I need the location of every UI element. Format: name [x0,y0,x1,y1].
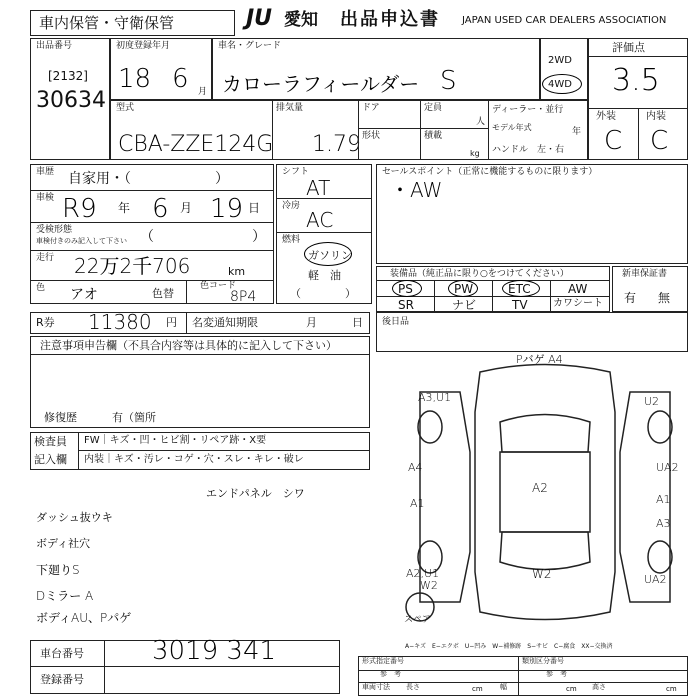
acceptance-value: （ ） [140,229,266,245]
cooling-label: 冷房 [282,201,301,211]
association-name: JAPAN USED CAR DEALERS ASSOCIATION [462,15,667,26]
inspection-day: 19 [210,194,244,224]
footer-dim-label: 車両寸法 [362,683,390,691]
org-logo-text: JU [246,6,273,31]
warranty-yes: 有 [624,291,637,305]
diag-label-1: Pバゲ A4 [516,353,563,366]
equipment-label: 装備品（純正品に限り○をつけてください） [390,269,569,279]
recycle-label: R券 [36,316,55,329]
eval-score: 3.5 [612,63,660,98]
fuel-gasoline-circle [304,242,352,266]
diag-legend: A−キズ E−エクボ U−凹み W−補修跡 S−サビ C−腐食 XX−交換済 [405,643,613,650]
car-name-value: カローラフィールダー [222,72,420,96]
acceptance-label: 受検形態 [36,225,73,235]
recycle-value: 11380 [88,310,152,334]
fuel-other: （ ） [290,287,356,300]
recycle-unit: 円 [166,316,177,329]
lot-label: 出品番号 [36,41,73,51]
capacity-unit: 人 [476,117,486,127]
cooling-value: AC [306,208,334,232]
reg-label: 初度登録年月 [116,41,171,51]
inspector-record-label: 記入欄 [34,453,67,466]
history-label: 車歴 [36,167,55,177]
mileage-unit: km [228,265,246,278]
shift-value: AT [306,176,331,200]
eval-interior-label: 内装 [646,111,666,122]
inspection-month: 6 [152,194,169,224]
footer-width-label: 幅 [500,683,507,691]
diag-label-3: U2 [644,395,660,408]
warranty-no: 無 [658,291,671,305]
inspector-fw-line: FW｜キズ・凹・ヒビ割・リペア跡・X要 [84,435,267,446]
later-box [376,312,688,352]
load-label: 積載 [424,131,443,141]
color-change-label: 色替 [152,287,174,300]
storage-note-box [30,10,235,36]
color-code: 8P4 [230,289,257,305]
mileage-label: 走行 [36,253,55,263]
model-year-unit: 年 [572,127,582,137]
form-title: 出品申込書 [340,9,440,30]
reg-month: 6 [172,64,189,94]
door-label: ドア [362,103,380,113]
equip-pw-circle [448,280,478,297]
load-unit: kg [470,149,480,158]
recycle-month-unit: 月 [306,316,317,329]
inspection-label: 車検 [36,193,55,203]
inspection-year: R9 [62,194,97,224]
equip-ps: PS [398,282,413,296]
diag-label-5: UA2 [656,461,679,474]
fuel-gasoline: ガソリン [308,249,352,262]
repair-label: 修復歴 [44,411,77,424]
lot-number: 30634 [36,88,106,113]
equip-navi: ナビ [452,298,477,312]
handle-label: ハンドル 左・右 [492,145,565,155]
footer-cm-1: cm [472,685,483,693]
eval-exterior: C [604,126,623,156]
eval-interior: C [650,126,669,156]
footer-type-ref: 参 考 [380,670,401,678]
diag-label-11: W2 [420,579,438,592]
note-line-1: エンドパネル シワ [206,487,305,500]
reg-year: 18 [118,64,152,94]
inspection-day-unit: 日 [248,201,261,215]
inspector-label: 検査員 [34,435,67,448]
equip-sr: SR [398,298,414,312]
eval-label: 評価点 [612,41,645,54]
diag-label-13: W2 [532,567,552,581]
diag-label-8: A3 [656,517,671,530]
drive-4wd: 4WD [548,79,572,90]
color-code-label: 色コード [200,281,237,291]
equip-etc-circle [502,280,540,297]
diag-label-4: A4 [408,461,423,474]
recycle-day-unit: 日 [352,316,363,329]
footer-length-label: 長さ [406,683,420,691]
note-line-3: ボディ社穴 [36,537,91,550]
sales-point-label: セールスポイント（正常に機能するものに限ります） [382,167,598,177]
chassis-label: 車台番号 [40,647,84,660]
storage-note: 車内保管・守衛保管 [39,14,175,32]
footer-class-label: 類別区分番号 [522,657,564,665]
footer-class-ref: 参 考 [546,670,567,678]
model-label: 型式 [116,103,135,113]
mileage-value: 22万2千706 [74,254,191,278]
diag-label-6: A1 [410,497,425,510]
recycle-expire-label: 名変通知期限 [192,316,258,329]
lot-sub-number: [2132] [48,69,88,83]
diag-label-14: スペア [404,615,432,625]
footer-type-label: 形式指定番号 [362,657,404,665]
footer-cm-2: cm [566,685,577,693]
sales-point-value: ・AW [390,178,443,202]
displacement-label: 排気量 [276,103,304,113]
footer-cm-3: cm [666,685,677,693]
shift-label: シフト [282,167,310,177]
later-label: 後日品 [382,317,410,327]
notes-label: 注意事項申告欄（不具合内容等は具体的に記入して下さい） [40,339,337,352]
history-value: 自家用・（ ） [68,171,229,187]
diag-label-7: A2 [532,481,548,495]
eval-exterior-label: 外装 [596,111,616,122]
acceptance-note: 車検付きのみ記入して下さい [36,237,127,245]
note-line-5: Dミラー A [36,589,94,603]
warranty-label: 新車保証書 [622,269,668,279]
drive-2wd: 2WD [548,55,572,66]
drive-4wd-circle [542,74,582,94]
model-year-label: モデル年式 [492,123,532,132]
capacity-label: 定員 [424,103,443,113]
equip-tv: TV [512,298,528,312]
inspection-year-unit: 年 [118,201,131,215]
equip-aw: AW [568,282,588,296]
equip-etc: ETC [508,282,531,296]
note-line-6: ボディAU、Pパゲ [36,611,132,625]
model-value: CBA-ZZE124G [118,132,274,157]
chassis-reg-label: 登録番号 [40,673,84,686]
fuel-label: 燃料 [282,235,301,245]
repair-value: 有（箇所 [112,411,156,424]
dealer-label: ディーラー・並行 [492,105,564,115]
note-line-4: 下廻りS [36,563,80,577]
equip-kawa-seat: カワシート [553,298,603,309]
displacement-value: 1.79 [312,132,361,157]
diag-label-10: A2,U1 [406,567,440,580]
fuel-diesel: 軽 油 [308,269,341,282]
chassis-value: 3019 341 [152,636,277,666]
equip-pw: PW [454,282,474,296]
reg-month-unit: 月 [198,87,208,97]
equip-ps-circle [392,280,422,297]
car-grade: S [440,66,457,96]
note-line-2: ダッシュ抜ウキ [36,511,113,524]
footer-height-label: 高さ [592,683,606,691]
diag-label-9: A1 [656,493,671,506]
color-value: アオ [70,287,98,303]
car-name-label: 車名・グレード [218,41,282,51]
inspection-month-unit: 月 [180,201,193,215]
color-label: 色 [36,283,46,293]
inspector-interior-line: 内装｜キズ・汚レ・コゲ・穴・スレ・キレ・破レ [84,454,304,465]
diag-label-12: UA2 [644,573,667,586]
diag-label-2: A3,U1 [418,391,452,404]
shape-label: 形状 [362,131,381,141]
org-name: 愛知 [284,10,318,30]
